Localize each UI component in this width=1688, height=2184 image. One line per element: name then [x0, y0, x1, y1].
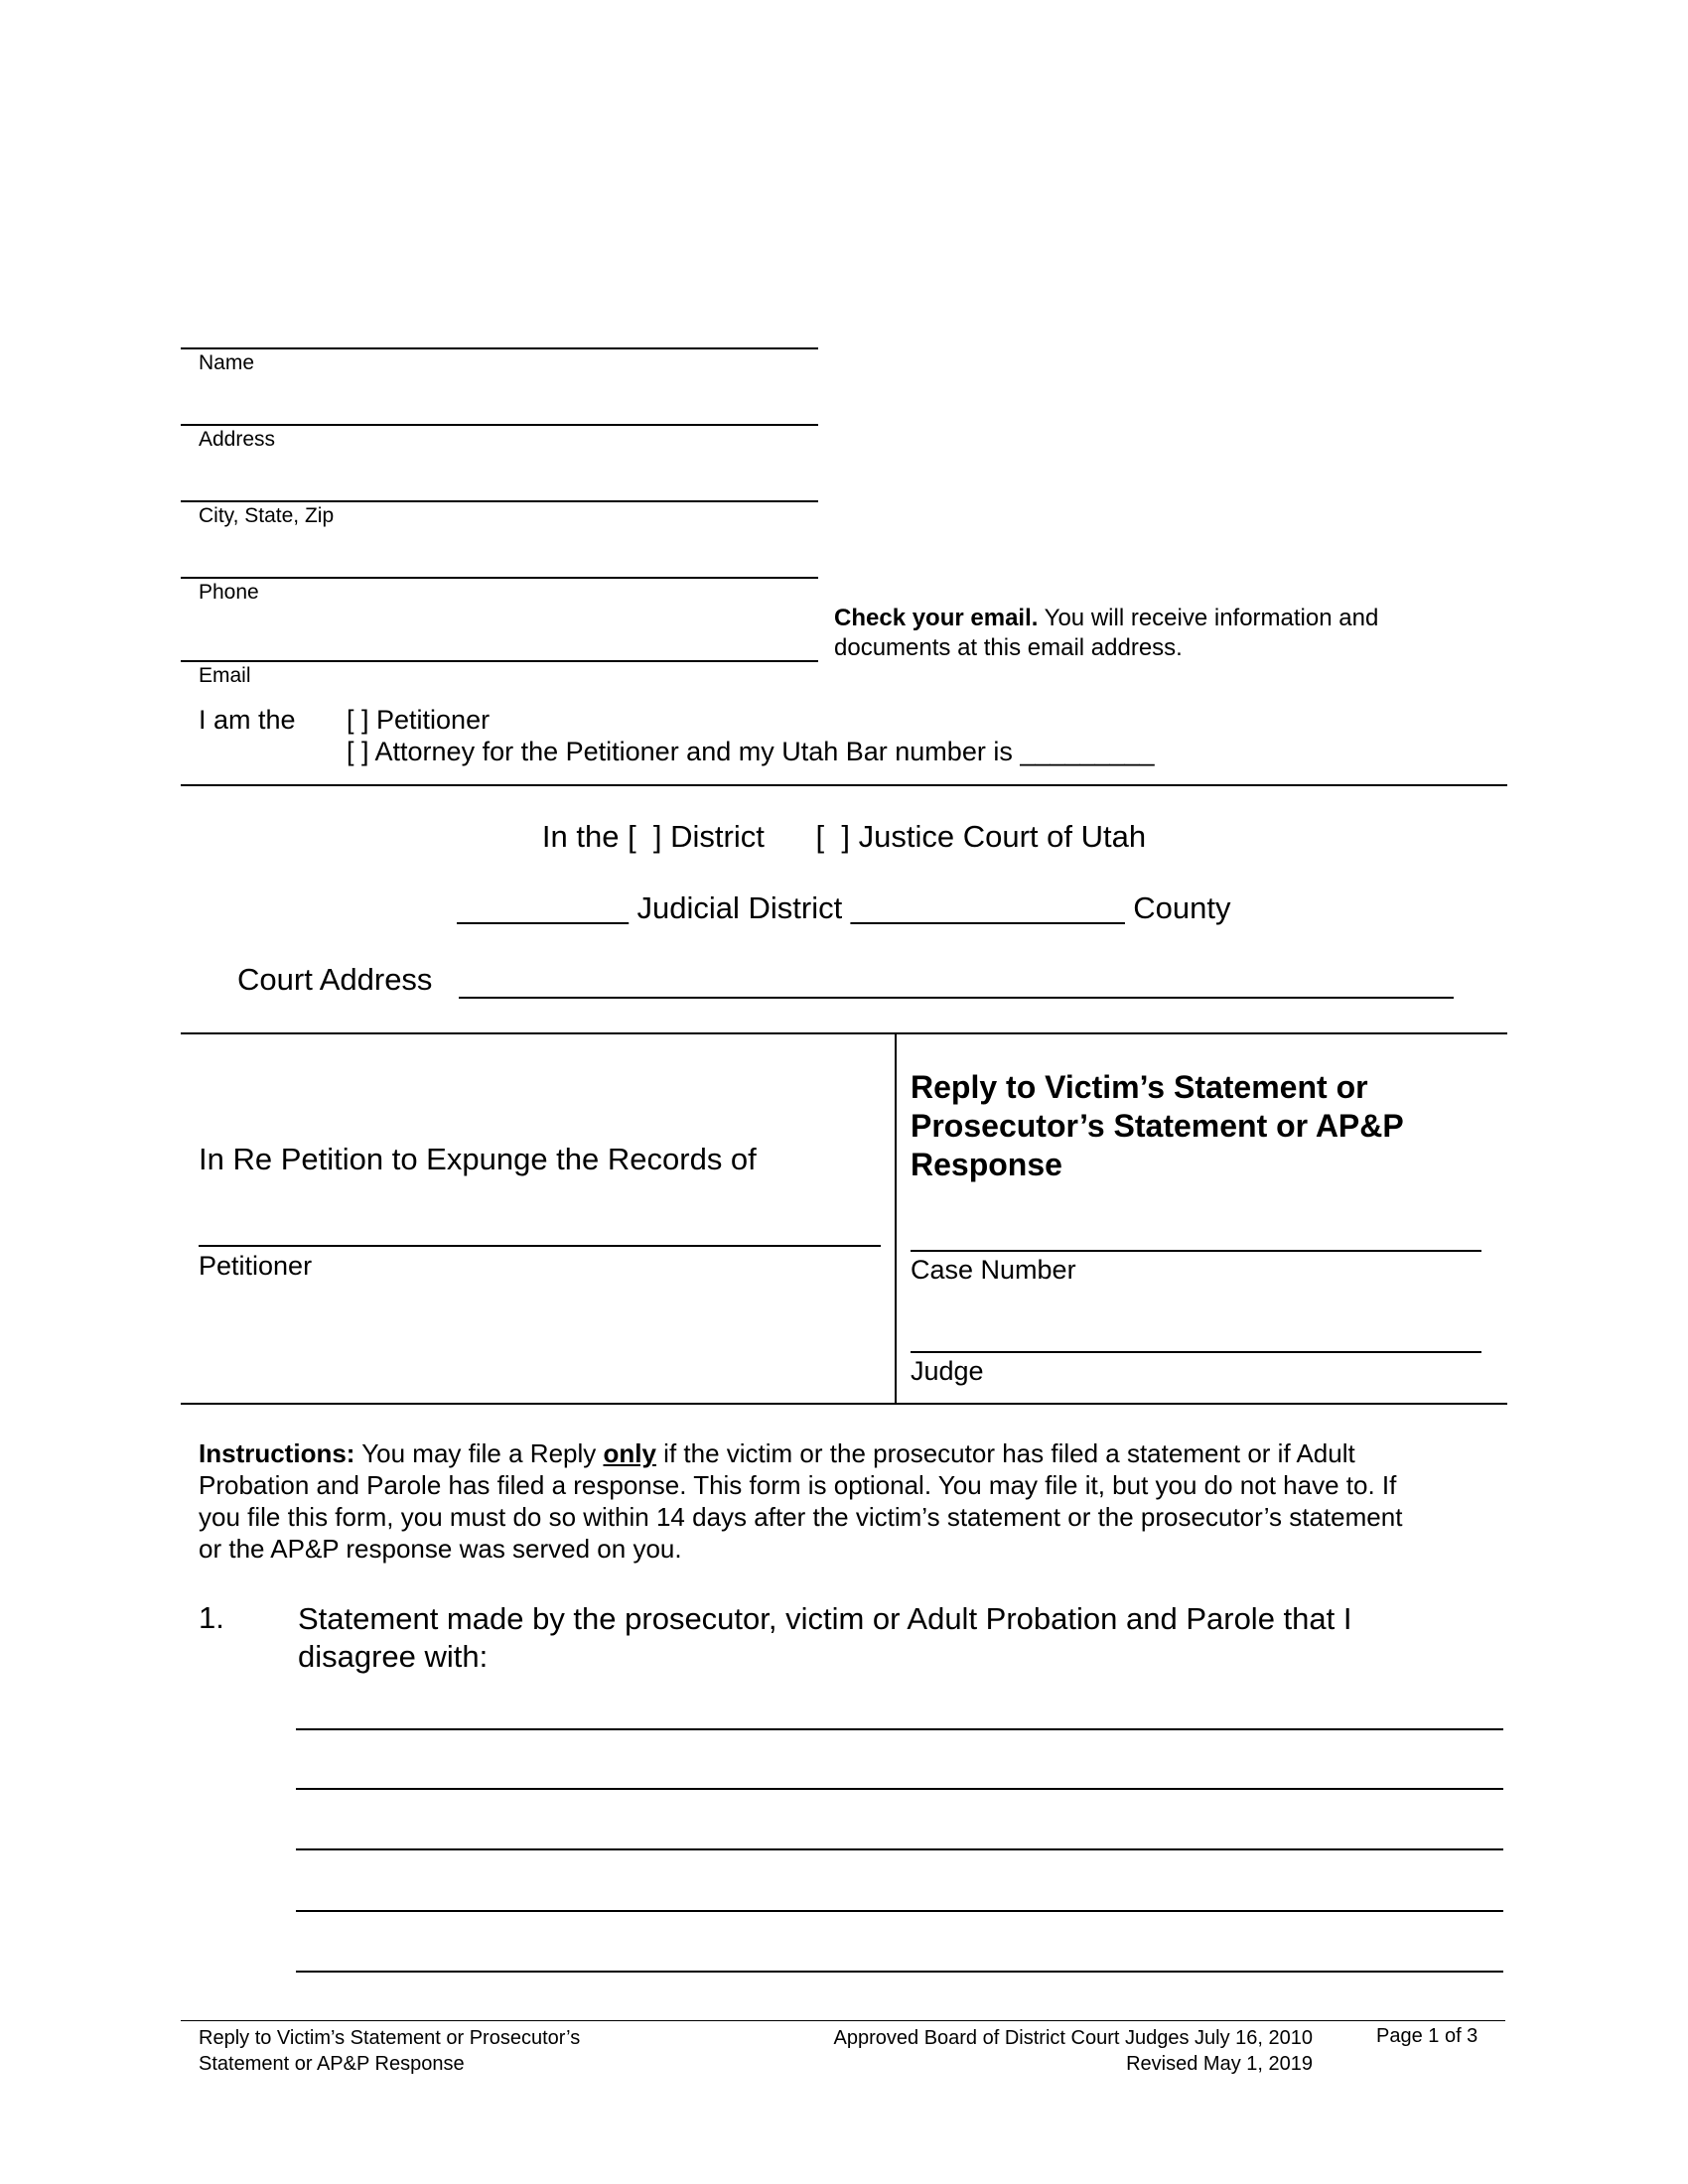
phone-label: Phone: [199, 581, 259, 604]
email-line[interactable]: [181, 660, 818, 662]
title-line-3: Response: [911, 1147, 1062, 1182]
instructions: [199, 1437, 1402, 1565]
court-type-line[interactable]: In the [ ] District [ ] Justice Court of Utah: [541, 819, 1147, 854]
case-number-label: Case Number: [911, 1255, 1076, 1285]
instructions-line3: you file this form, you must do so within 14 days after the victim’s statement or the prosecutor’s statement: [199, 1502, 1403, 1532]
footer-center-line2: Revised May 1, 2019: [1126, 2053, 1313, 2075]
petitioner-line[interactable]: [199, 1245, 881, 1247]
caption-bottom-border: [181, 1403, 1507, 1405]
footer-center-line1: Approved Board of District Court Judges July 16, 2010: [833, 2027, 1313, 2049]
caption-top-border: [181, 1032, 1507, 1034]
petitioner-label: Petitioner: [199, 1251, 313, 1281]
page-number: Page 1 of 3: [1376, 2025, 1478, 2047]
check-email-bold: Check your email.: [834, 605, 1039, 631]
check-email-note: [834, 604, 1378, 663]
instructions-line4: or the AP&P response was served on you.: [199, 1534, 682, 1564]
footer-center: [755, 2025, 1313, 2077]
court-address-line[interactable]: [459, 997, 1454, 999]
court-address-label: Court Address: [237, 962, 433, 997]
check-email-line2: documents at this email address.: [834, 634, 1183, 661]
name-label: Name: [199, 351, 255, 374]
case-caption-title: In Re Petition to Expunge the Records of: [199, 1142, 757, 1176]
check-email-line1: You will receive information and: [1038, 605, 1379, 631]
item-1-number: 1.: [199, 1600, 224, 1635]
city-label: City, State, Zip: [199, 504, 335, 527]
name-line[interactable]: [181, 347, 818, 349]
footer-rule: [181, 2020, 1505, 2021]
footer-left-line1: Reply to Victim’s Statement or Prosecutor’s: [199, 2027, 581, 2049]
option-petitioner[interactable]: [ ] Petitioner: [347, 705, 491, 735]
address-label: Address: [199, 428, 276, 451]
answer-line-2[interactable]: [296, 1788, 1503, 1790]
district-county-line[interactable]: __________ Judicial District ________________ County: [457, 890, 1231, 925]
title-line-1: Reply to Victim’s Statement or: [911, 1069, 1368, 1105]
option-attorney[interactable]: [ ] Attorney for the Petitioner and my Utah Bar number is _________: [347, 737, 1155, 766]
section-divider: [181, 784, 1507, 786]
judge-label: Judge: [911, 1356, 984, 1386]
footer-left-line2: Statement or AP&P Response: [199, 2053, 465, 2075]
city-line[interactable]: [181, 500, 818, 502]
title-line-2: Prosecutor’s Statement or AP&P: [911, 1108, 1404, 1144]
judge-line[interactable]: [911, 1351, 1481, 1353]
item-1-line1: Statement made by the prosecutor, victim or Adult Probation and Parole that I: [298, 1601, 1352, 1636]
answer-line-3[interactable]: [296, 1848, 1503, 1850]
instructions-text-a: You may file a Reply: [354, 1438, 604, 1468]
item-1-line2: disagree with:: [298, 1639, 489, 1674]
instructions-emphasis: only: [603, 1438, 656, 1468]
instructions-line2: Probation and Parole has filed a response. This form is optional. You may file it, but you do not have to. If: [199, 1470, 1397, 1500]
instructions-label: Instructions:: [199, 1438, 355, 1468]
caption-divider: [895, 1032, 897, 1404]
case-number-line[interactable]: [911, 1250, 1481, 1252]
footer-left: [199, 2025, 580, 2077]
item-1-text: [298, 1600, 1351, 1676]
phone-line[interactable]: [181, 577, 818, 579]
address-line[interactable]: [181, 424, 818, 426]
iam-label: I am the: [199, 705, 296, 735]
answer-line-5[interactable]: [296, 1971, 1503, 1973]
email-label: Email: [199, 664, 251, 687]
document-title: [911, 1068, 1404, 1184]
answer-line-4[interactable]: [296, 1910, 1503, 1912]
instructions-line1-rest: if the victim or the prosecutor has filed a statement or if Adult: [655, 1438, 1355, 1468]
answer-line-1[interactable]: [296, 1728, 1503, 1730]
